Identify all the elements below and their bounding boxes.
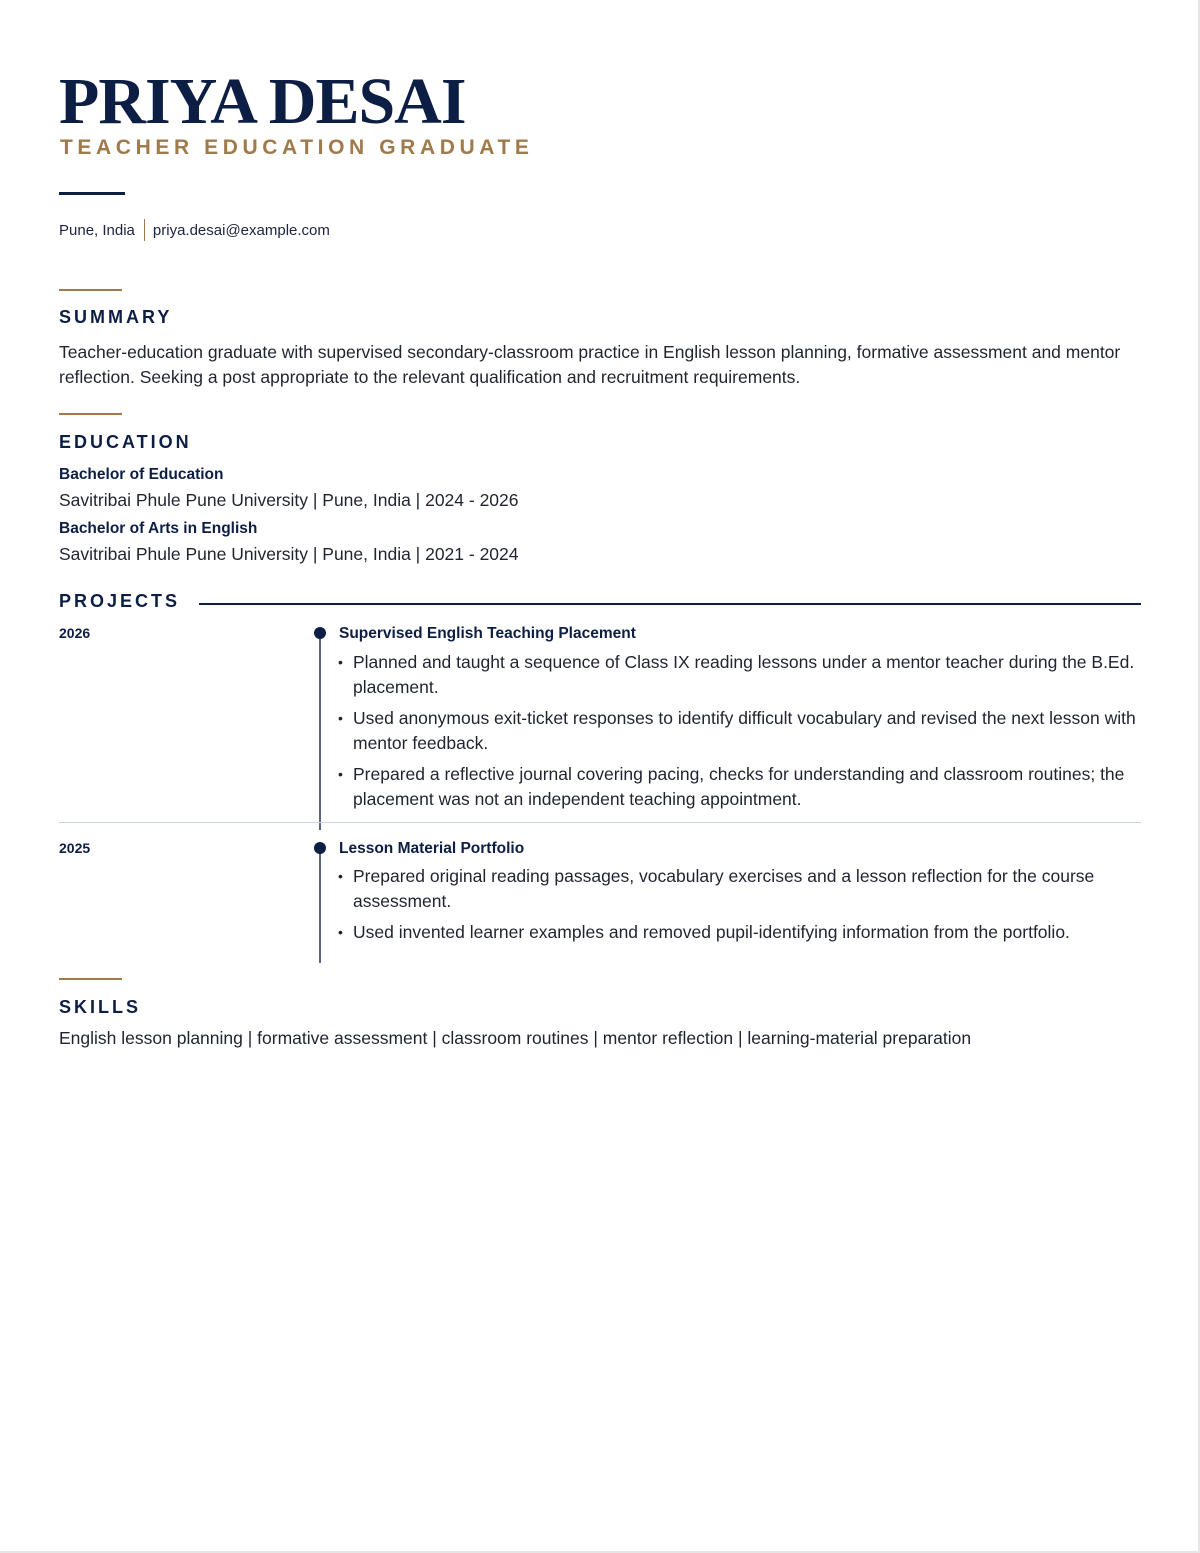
candidate-role: TEACHER EDUCATION GRADUATE	[60, 136, 534, 159]
education-details: Savitribai Phule Pune University | Pune, India | 2024 - 2026	[59, 490, 519, 510]
project-bullet: • Planned and taught a sequence of Class IX reading lessons under a mentor teacher during the B.Ed. placement.	[337, 650, 1145, 700]
project-year: 2026	[59, 625, 91, 641]
summary-text: Teacher-education graduate with supervised secondary-classroom practice in English lesson planning, formative assessment and mentor reflection. Seeking a post appropriate to the relevant qualification and recruitment requirements.	[59, 342, 1121, 387]
header-divider	[59, 192, 125, 195]
project-divider	[59, 822, 1141, 823]
project-bullet: • Prepared a reflective journal covering pacing, checks for understanding and classroom routines; the placement was not an independent teaching appointment.	[337, 762, 1145, 812]
summary-heading: SUMMARY	[59, 307, 173, 327]
education-degree: Bachelor of Arts in English	[59, 520, 258, 537]
skills-heading: SKILLS	[59, 997, 142, 1017]
contact-location: Pune, India	[59, 221, 135, 239]
education-details: Savitribai Phule Pune University | Pune, India | 2021 - 2024	[59, 544, 519, 564]
project-bullet: • Prepared original reading passages, vocabulary exercises and a lesson reflection for the course assessment.	[337, 864, 1145, 914]
contact-email[interactable]: priya.desai@example.com	[152, 221, 330, 239]
project-title: Supervised English Teaching Placement	[339, 625, 636, 642]
timeline-dot	[314, 627, 326, 639]
contact-separator	[144, 219, 145, 241]
project-title: Lesson Material Portfolio	[339, 840, 525, 857]
candidate-name: PRIYA DESAI	[59, 65, 466, 138]
timeline-line	[319, 630, 321, 830]
contact-line	[59, 218, 330, 242]
projects-heading: PROJECTS	[59, 591, 181, 611]
project-year: 2025	[59, 840, 91, 856]
timeline-dot	[314, 842, 326, 854]
education-degree: Bachelor of Education	[59, 466, 224, 483]
timeline-line	[319, 845, 321, 963]
project-bullet: • Used invented learner examples and removed pupil-identifying information from the portfolio.	[337, 920, 1145, 945]
projects-heading-rule	[199, 603, 1141, 605]
section-accent-rule	[59, 289, 122, 291]
project-bullets	[337, 864, 1145, 951]
project-bullets	[337, 650, 1145, 818]
skills-list: English lesson planning | formative assessment | classroom routines | mentor reflection | learning-material preparation	[59, 1028, 972, 1048]
education-heading: EDUCATION	[59, 432, 192, 452]
section-accent-rule	[59, 413, 122, 415]
section-accent-rule	[59, 978, 122, 980]
project-bullet: • Used anonymous exit-ticket responses to identify difficult vocabulary and revised the next lesson with mentor feedback.	[337, 706, 1145, 756]
